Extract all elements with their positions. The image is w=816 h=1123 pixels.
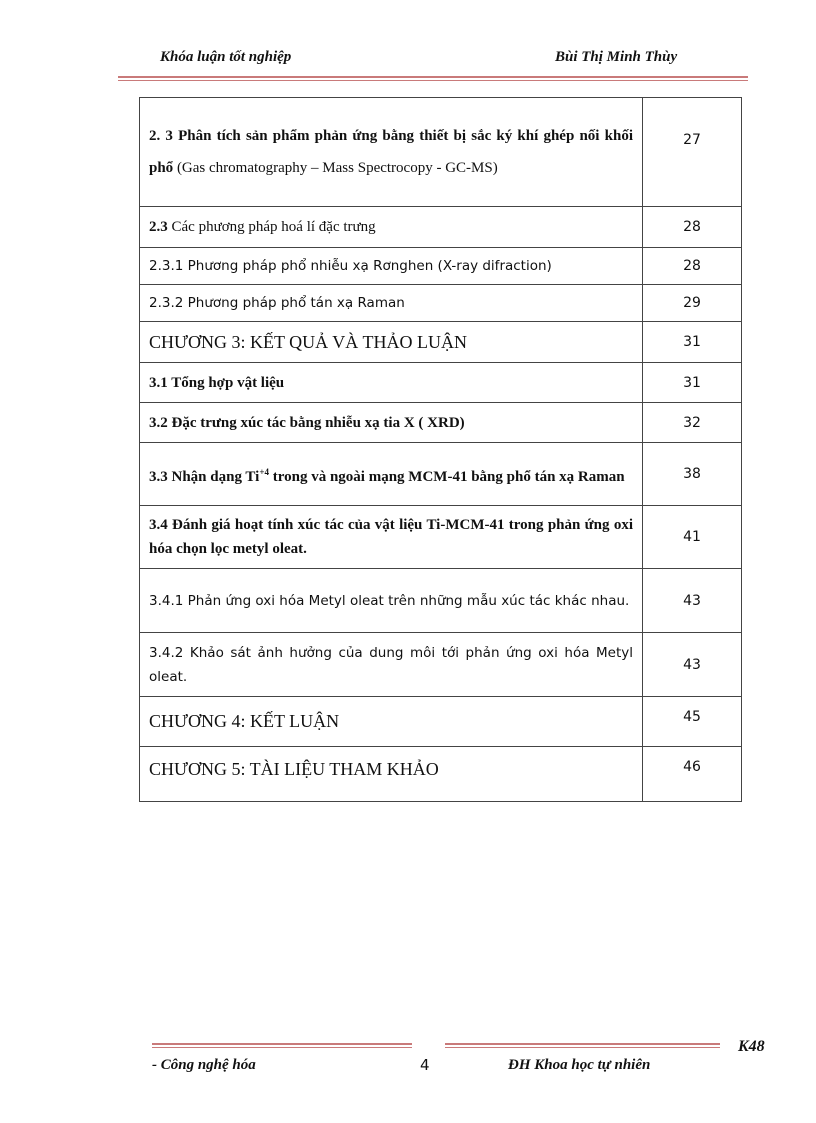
toc-title-parenthetical: (Gas chromatography – Mass Spectrocopy - GC-MS): [176, 160, 498, 176]
toc-row: [140, 363, 742, 403]
toc-page-number: 28: [643, 248, 742, 285]
toc-entry-title: 3.4 Đánh giá hoạt tính xúc tác của vật liệu Ti-MCM-41 trong phản ứng oxi hóa chọn lọc metyl oleat.: [140, 506, 643, 569]
footer-page-number: 4: [420, 1056, 430, 1074]
toc-page-number: 29: [643, 285, 742, 322]
toc-section-number: 2. 3: [149, 128, 173, 144]
toc-entry-title: [140, 98, 643, 207]
toc-title-text: Các phương pháp hoá lí đặc trưng: [167, 219, 376, 235]
toc-chapter-title: CHƯƠNG 5: TÀI LIỆU THAM KHẢO: [140, 747, 643, 802]
toc-page-number: 27: [643, 98, 742, 207]
toc-page-number: 31: [643, 322, 742, 363]
toc-entry-title: [140, 443, 643, 506]
toc-entry-title: 3.1 Tổng hợp vật liệu: [140, 363, 643, 403]
toc-title-text: 3.3 Nhận dạng Ti: [149, 468, 260, 485]
toc-title-text: trong và ngoài mạng MCM-41 bằng phổ tán xạ Raman: [268, 468, 625, 485]
toc-row: [140, 569, 742, 633]
toc-page-number: 28: [643, 207, 742, 248]
footer-divider-left: [152, 1043, 412, 1048]
toc-page-number: 32: [643, 403, 742, 443]
toc-page-number: 46: [643, 747, 742, 802]
toc-row: [140, 207, 742, 248]
footer-class-code: K48: [738, 1038, 765, 1055]
toc-row: [140, 403, 742, 443]
toc-section-number: 2.3: [149, 219, 168, 235]
toc-page-number: 43: [643, 633, 742, 697]
toc-title-superscript: +4: [259, 466, 269, 477]
header-thesis-label: Khóa luận tốt nghiệp: [160, 49, 292, 65]
table-of-contents: [139, 97, 742, 802]
toc-page-number: 41: [643, 506, 742, 569]
toc-title-text: Phân tích sản phẩm phản ứng bằng thiết bị sắc ký khí ghép nối khối phổ: [149, 128, 633, 176]
toc-page-number: 31: [643, 363, 742, 403]
toc-entry-title: 3.4.2 Khảo sát ảnh hưởng của dung môi tới phản ứng oxi hóa Metyl oleat.: [140, 633, 643, 697]
toc-row: [140, 747, 742, 802]
footer-university: ĐH Khoa học tự nhiên: [508, 1057, 651, 1073]
footer-divider-right: [445, 1043, 720, 1048]
toc-row: [140, 98, 742, 207]
header-divider: [118, 76, 748, 81]
footer-department: - Công nghệ hóa: [152, 1057, 256, 1073]
toc-entry-title: 3.4.1 Phản ứng oxi hóa Metyl oleat trên những mẫu xúc tác khác nhau.: [140, 569, 643, 633]
toc-row: [140, 285, 742, 322]
toc-row: [140, 322, 742, 363]
toc-entry-title: 2.3.2 Phương pháp phổ tán xạ Raman: [140, 285, 643, 322]
toc-row: [140, 248, 742, 285]
toc-page-number: 43: [643, 569, 742, 633]
toc-entry-title: 3.2 Đặc trưng xúc tác bằng nhiễu xạ tia X ( XRD): [140, 403, 643, 443]
toc-row: [140, 443, 742, 506]
toc-row: [140, 633, 742, 697]
toc-entry-title: 2.3.1 Phương pháp phổ nhiễu xạ Rơnghen (X-ray difraction): [140, 248, 643, 285]
toc-page-number: 38: [643, 443, 742, 506]
toc-chapter-title: CHƯƠNG 3: KẾT QUẢ VÀ THẢO LUẬN: [140, 322, 643, 363]
toc-row: [140, 697, 742, 747]
toc-entry-title: [140, 207, 643, 248]
toc-row: [140, 506, 742, 569]
header-author-name: Bùi Thị Minh Thùy: [555, 49, 678, 65]
toc-page-number: 45: [643, 697, 742, 747]
toc-chapter-title: CHƯƠNG 4: KẾT LUẬN: [140, 697, 643, 747]
